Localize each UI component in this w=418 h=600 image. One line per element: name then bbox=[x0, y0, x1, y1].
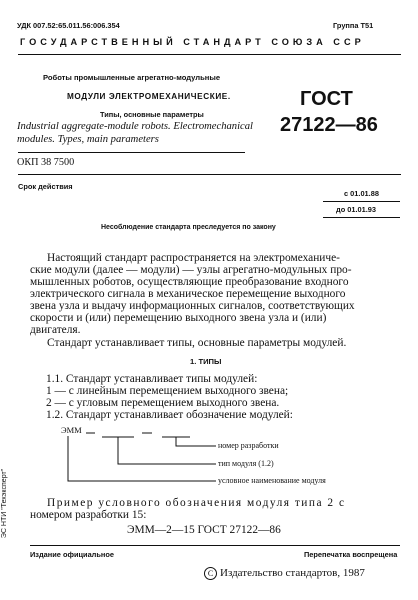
intro-line: двигателя. bbox=[30, 324, 81, 336]
title-en-line1: Industrial aggregate-module robots. Electromechanical bbox=[17, 121, 253, 132]
designation-label: условное наименование модуля bbox=[218, 476, 326, 485]
designation-code: ЭММ bbox=[61, 425, 82, 435]
section1-heading: 1. ТИПЫ bbox=[190, 357, 222, 366]
example-line1: Пример условного обозначения модуля типа 2 с bbox=[47, 497, 346, 509]
validity-to: до 01.01.93 bbox=[336, 205, 377, 214]
intro-line: ские модули (далее — модули) — узлы агрегатно-модульных про- bbox=[30, 264, 352, 276]
section1-item: 1.2. Стандарт устанавливает обозначение модулей: bbox=[46, 409, 293, 421]
official-edition: Издание официальное bbox=[30, 550, 115, 559]
side-stamp: ЭС НТИ "Техэксперт" bbox=[1, 468, 9, 539]
footer-rule bbox=[30, 545, 400, 546]
section1-item: 1 — с линейным перемещением выходного звена; bbox=[46, 385, 289, 397]
designation-label: тип модуля (1.2) bbox=[218, 459, 274, 468]
okp-code: ОКП 38 7500 bbox=[17, 157, 75, 168]
title-ru-line2: МОДУЛИ ЭЛЕКТРОМЕХАНИЧЕСКИЕ. bbox=[67, 92, 231, 101]
state-standard-banner: ГОСУДАРСТВЕННЫЙ СТАНДАРТ СОЮЗА ССР bbox=[20, 37, 365, 47]
intro-line: электрического сигнала в механическое перемещение выходного bbox=[30, 288, 346, 300]
intro-line: мышленных роботов, осуществляющие преобразование входного bbox=[30, 276, 349, 288]
title-en-line2: modules. Types, main parameters bbox=[17, 134, 159, 145]
intro-line: Настоящий стандарт распространяется на электромеханиче- bbox=[47, 252, 340, 264]
scope-sentence: Стандарт устанавливает типы, основные параметры модулей. bbox=[47, 337, 347, 349]
intro-line: скорости и (или) перемещению выходного звена узла и (или) bbox=[30, 312, 327, 324]
udk-code: УДК 007.52:65.011.56:006.354 bbox=[17, 21, 120, 30]
designation-label: номер разработки bbox=[218, 441, 279, 450]
gost-label: ГОСТ bbox=[300, 88, 353, 110]
reprint-prohibited: Перепечатка воспрещена bbox=[304, 550, 398, 559]
validity-label: Срок действия bbox=[18, 182, 73, 191]
intro-line: звена узла и выдачу информационных сигналов, соответствующих bbox=[30, 300, 355, 312]
group-code: Группа Т51 bbox=[333, 21, 374, 30]
example-line2: номером разработки 15: bbox=[30, 509, 147, 521]
law-warning: Несоблюдение стандарта преследуется по закону bbox=[101, 224, 276, 231]
section1-item: 1.1. Стандарт устанавливает типы модулей: bbox=[46, 373, 258, 385]
copyright-icon: С bbox=[204, 567, 217, 580]
title-ru-line1: Роботы промышленные агрегатно-модульные bbox=[43, 73, 221, 82]
gost-number: 27122—86 bbox=[280, 114, 378, 136]
example-code: ЭММ—2—15 ГОСТ 27122—86 bbox=[127, 524, 281, 536]
validity-from: с 01.01.88 bbox=[344, 189, 379, 198]
copyright-line bbox=[204, 567, 365, 580]
section1-item: 2 — с угловым перемещением выходного звена. bbox=[46, 397, 280, 409]
copyright-text: Издательство стандартов, 1987 bbox=[220, 567, 365, 580]
title-ru-line3: Типы, основные параметры bbox=[100, 110, 204, 119]
